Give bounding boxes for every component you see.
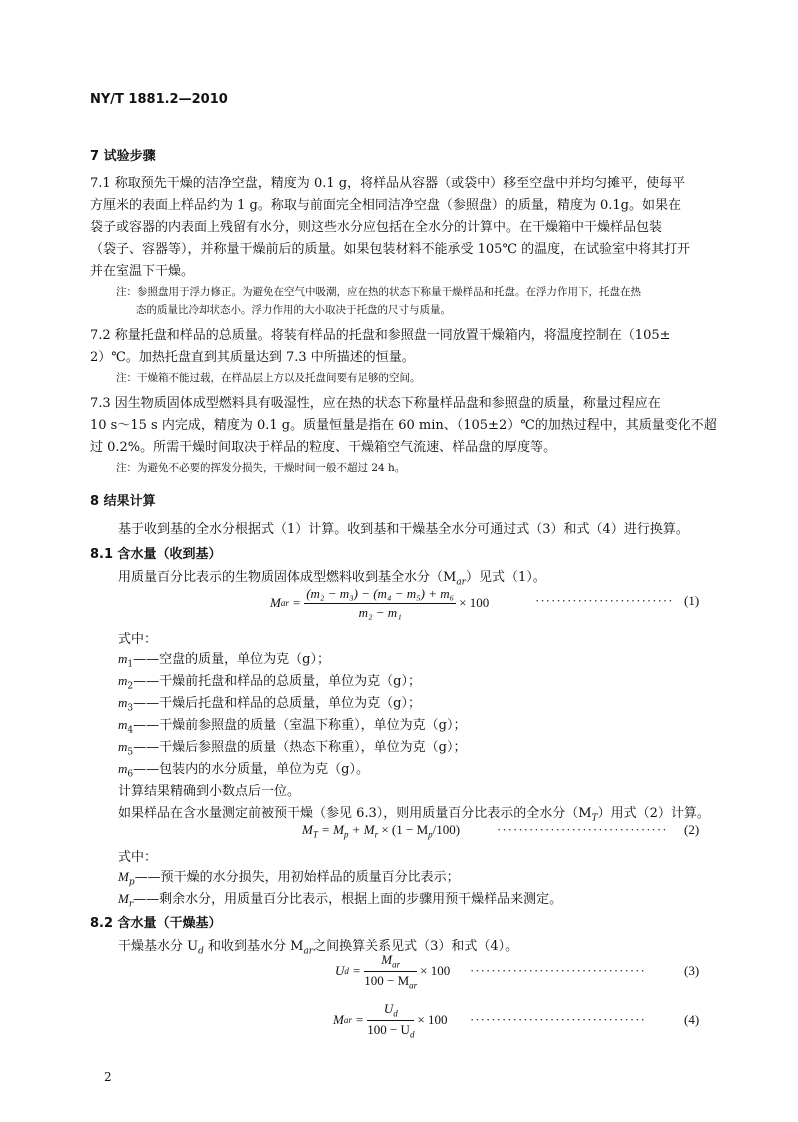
variable-definition: $m_5——$干燥后参照盘的质量（热态下称重），单位为克（g）； xyxy=(118,739,467,758)
para-7-2-line: 2）℃。加热托盘直到其质量达到 7.3 中所描述的恒量。 xyxy=(90,350,415,365)
variable-definition: $M_r——$剩余水分，用质量百分比表示，根据上面的步骤用预干燥样品来测定。 xyxy=(118,891,563,910)
note-7-3: 注：为避免不必要的挥发分损失，干燥时间一般不超过 24 h。 xyxy=(116,462,406,474)
equation-2-label: (2) xyxy=(684,822,700,837)
para-7-3-line: 过 0.2%。所需干燥时间取决于样品的粒度、干燥箱空气流速、样品盘的厚度等。 xyxy=(90,440,557,455)
note-7-1-line: 注：参照盘用于浮力修正。为避免在空气中吸潮，应在热的状态下称量干燥样品和托盘。在浮力作用下，托盘在热 xyxy=(116,286,641,298)
section-8-2-intro: 干燥基水分 $U_d$ 和收到基水分 $M_{ar}$之间换算关系见式（3）和式（4）。 xyxy=(118,939,519,957)
equation-2: $M_T = M_p + M_r \times (1 - M_p/100)$ xyxy=(302,822,461,840)
para-7-3-line: 10 s～15 s 内完成，精度为 0.1 g。质量恒量是指在 60 min、（105±2）℃的加热过程中，其质量变化不超 xyxy=(90,418,717,433)
para-7-1-line: 袋子或容器的内表面上残留有水分，则这些水分应包括在全水分的计算中。在干燥箱中干燥样品包装 xyxy=(90,220,663,235)
para-7-1-line: （袋子、容器等），并称量干燥前后的质量。如果包装材料不能承受 105℃ 的温度，在试验室中将其打开 xyxy=(90,242,691,257)
equation-4-label: (4) xyxy=(684,1012,700,1027)
variable-definition: $m_2——$干燥前托盘和样品的总质量，单位为克（g）； xyxy=(118,673,421,692)
para-7-3-line: 7.3 因生物质固体成型燃料具有吸湿性，应在热的状态下称量样品盘和参照盘的质量，称量过程应在 xyxy=(90,396,661,411)
para-7-1-line: 7.1 称取预先干燥的洁净空盘，精度为 0.1 g，将样品从容器（或袋中）移至空盘中并均匀摊平，使每平 xyxy=(90,176,686,191)
variable-definition: $m_1——$空盘的质量，单位为克（g）； xyxy=(118,651,330,670)
section-8-2-title: 8.2 含水量（干燥基） xyxy=(90,916,222,931)
predry-sentence: 如果样品在含水量测定前被预干燥（参见 6.3），则用质量百分比表示的全水分$(M_T)$用式（2）计算。 xyxy=(118,806,710,824)
equation-4: M ar = $\frac{U_d}{100 - U_d}$ × 100 xyxy=(333,1000,448,1040)
variable-definition: $m_3——$干燥后托盘和样品的总质量，单位为克（g）； xyxy=(118,695,421,714)
variable-definition: $M_p——$预干燥的水分损失，用初始样品的质量百分比表示； xyxy=(118,869,460,888)
equation-1: M ar = $\frac{\text{(m₂ − m₃) − (m₄ − m₅) + m₆}}{\text{m₂ − m₁}}$ × 100 xyxy=(270,585,490,620)
note-7-1-line: 态的质量比冷却状态小。浮力作用的大小取决于托盘的尺寸与质量。 xyxy=(136,304,451,316)
section-8-title: 8 结果计算 xyxy=(90,494,156,509)
section-7-title: 7 试验步骤 xyxy=(90,149,156,164)
standard-code: NY/T 1881.2—2010 xyxy=(90,92,228,107)
variable-definition: $m_6——$包装内的水分质量，单位为克（g）。 xyxy=(118,761,369,780)
para-7-1-line: 并在室温下干燥。 xyxy=(90,264,195,279)
section-8-1-intro: 用质量百分比表示的生物质固体成型燃料收到基全水分$(M_{ar})$见式（1）。 xyxy=(118,570,546,588)
where-label: 式中： xyxy=(118,850,158,865)
section-8-1-title: 8.1 含水量（收到基） xyxy=(90,547,222,562)
section-8-intro: 基于收到基的全水分根据式（1）计算。收到基和干燥基全水分可通过式（3）和式（4）进行换算。 xyxy=(118,522,689,537)
para-7-2-line: 7.2 称量托盘和样品的总质量。将装有样品的托盘和参照盘一同放置干燥箱内，将温度控制在（105± xyxy=(90,328,671,343)
para-7-1-line: 方厘米的表面上样品约为 1 g。称取与前面完全相同洁净空盘（参照盘）的质量，精度为 0.1g。如果在 xyxy=(90,198,681,213)
variable-definition: $m_4——$干燥前参照盘的质量（室温下称重），单位为克（g）； xyxy=(118,717,467,736)
precision-note: 计算结果精确到小数点后一位。 xyxy=(118,784,301,799)
note-7-2: 注：干燥箱不能过载，在样品层上方以及托盘间要有足够的空间。 xyxy=(116,372,421,384)
equation-1-label: (1) xyxy=(684,593,700,608)
equation-3-label: (3) xyxy=(684,963,700,978)
equation-3: U d = $\frac{M_{ar}}{100 - M_{ar}}$ × 100 xyxy=(335,951,451,991)
where-label: 式中： xyxy=(118,632,158,647)
page-number: 2 xyxy=(104,1070,112,1084)
